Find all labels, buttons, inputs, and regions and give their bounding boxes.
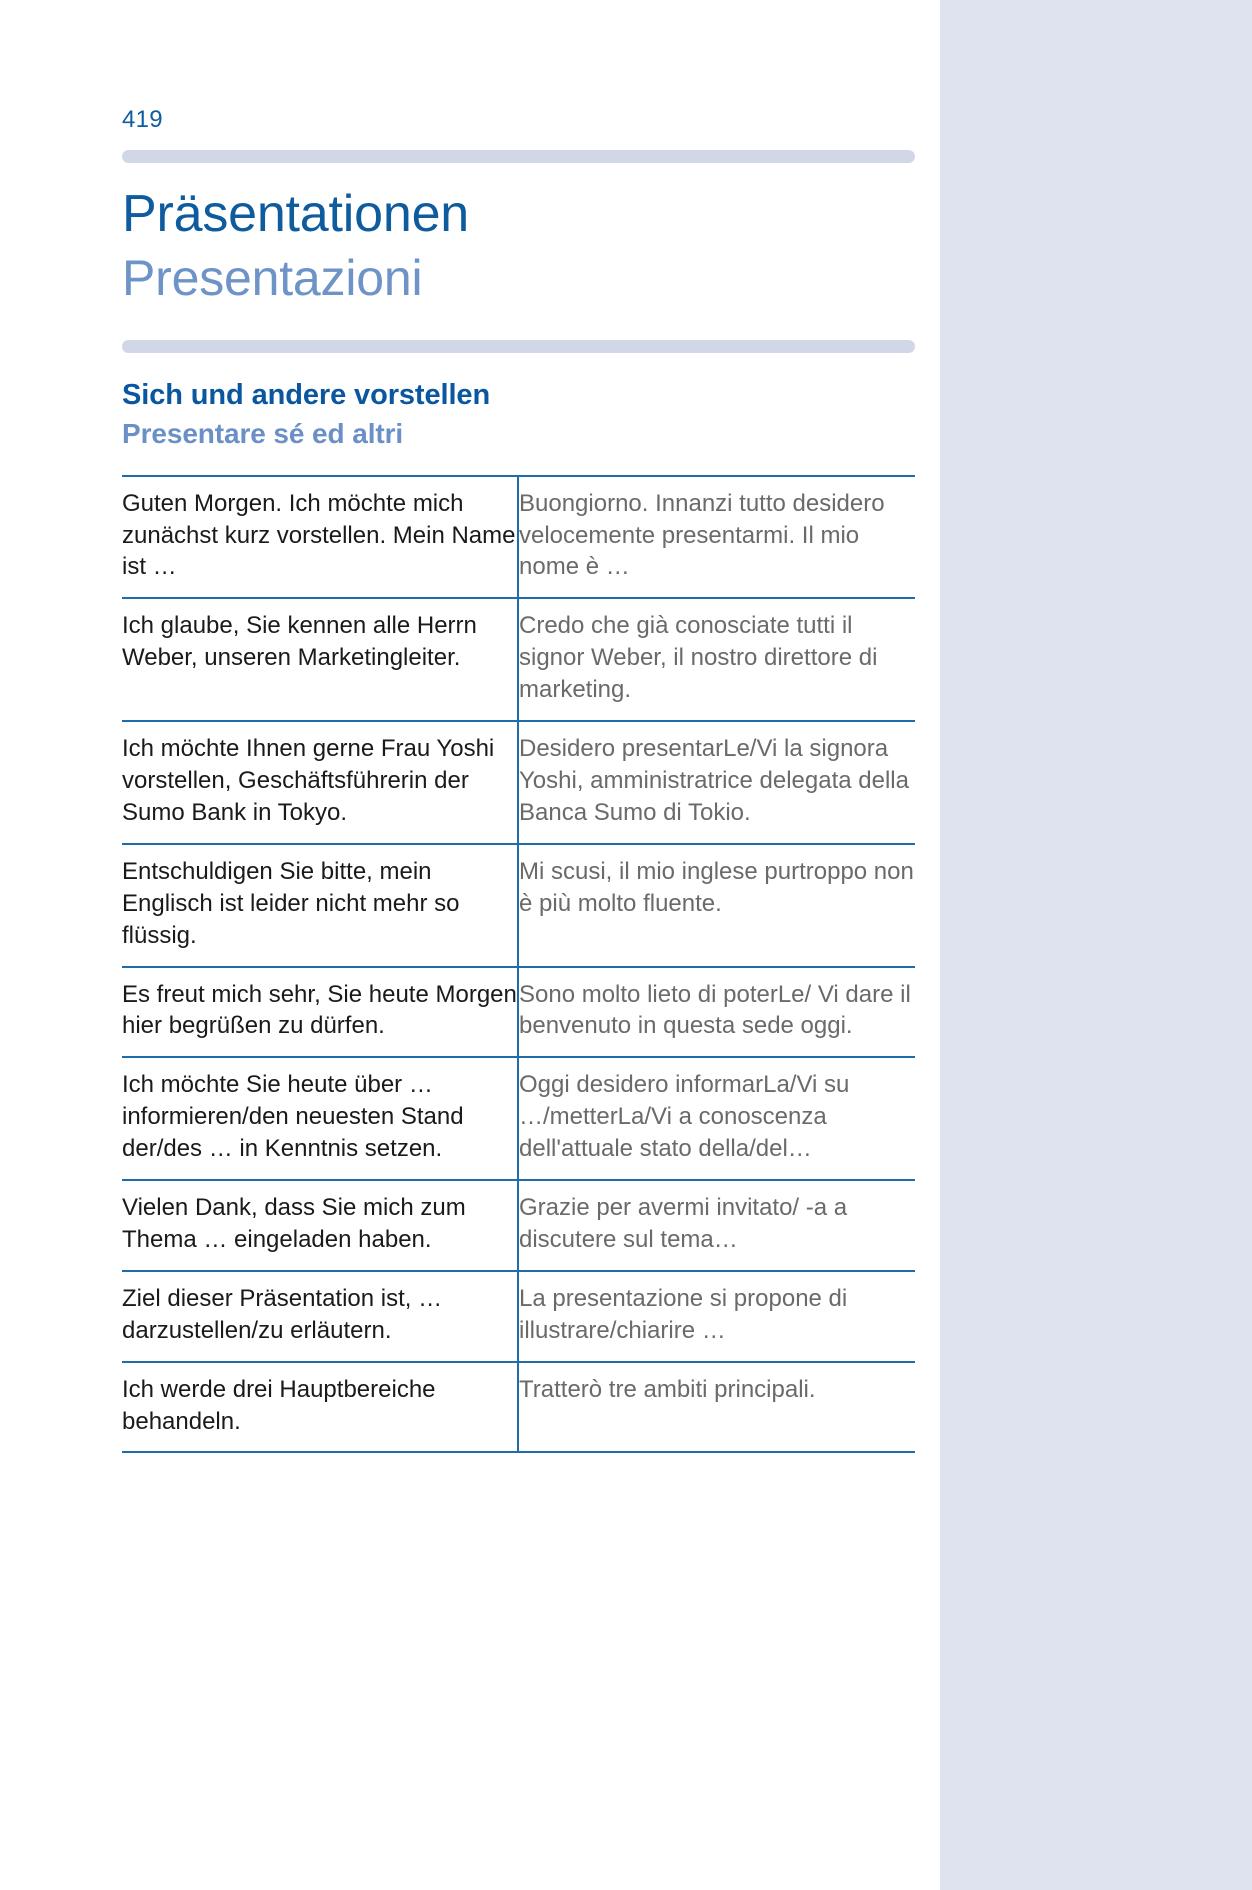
phrase-german: Guten Morgen. Ich möchte mich zunächst kurz vorstellen. Mein Name ist …	[122, 476, 518, 599]
phrase-table-body	[122, 476, 915, 1453]
table-row	[122, 1362, 915, 1453]
table-row	[122, 967, 915, 1058]
section-heading-italian: Presentare sé ed altri	[122, 418, 404, 450]
phrase-italian: Desidero presentarLe/Vi la signora Yoshi, amministratrice delegata della Banca Sumo di Tokio.	[518, 721, 915, 844]
phrase-italian: Buongiorno. Innanzi tutto desidero velocemente presentarmi. Il mio nome è …	[518, 476, 915, 599]
table-row	[122, 844, 915, 967]
table-row	[122, 476, 915, 599]
page-number: 419	[122, 106, 163, 133]
phrase-italian: Mi scusi, il mio inglese purtroppo non è più molto fluente.	[518, 844, 915, 967]
phrase-italian: La presentazione si propone di illustrare/chiarire …	[518, 1271, 915, 1362]
phrase-italian: Credo che già conosciate tutti il signor Weber, il nostro direttore di marketing.	[518, 598, 915, 721]
page-content	[122, 0, 915, 1453]
phrase-german: Ziel dieser Präsentation ist, … darzustellen/zu erläutern.	[122, 1271, 518, 1362]
phrase-italian: Grazie per avermi invitato/ -a a discutere sul tema…	[518, 1180, 915, 1271]
table-row	[122, 1271, 915, 1362]
page-title-italian: Presentazioni	[122, 249, 423, 306]
table-row	[122, 598, 915, 721]
phrase-german: Es freut mich sehr, Sie heute Morgen hier begrüßen zu dürfen.	[122, 967, 518, 1058]
page-title-german: Präsentationen	[122, 185, 470, 243]
phrase-german: Ich möchte Sie heute über … informieren/den neuesten Stand der/des … in Kenntnis setzen.	[122, 1057, 518, 1180]
page-edge-band	[940, 0, 1252, 1890]
top-divider-bar	[122, 150, 915, 163]
table-row	[122, 1180, 915, 1271]
phrase-italian: Sono molto lieto di poterLe/ Vi dare il benvenuto in questa sede oggi.	[518, 967, 915, 1058]
phrase-german: Ich glaube, Sie kennen alle Herrn Weber, unseren Marketingleiter.	[122, 598, 518, 721]
phrase-german: Ich werde drei Hauptbereiche behandeln.	[122, 1362, 518, 1453]
table-row	[122, 721, 915, 844]
phrase-german: Ich möchte Ihnen gerne Frau Yoshi vorstellen, Geschäftsführerin der Sumo Bank in Tokyo.	[122, 721, 518, 844]
section-divider-bar	[122, 340, 915, 353]
phrase-german: Vielen Dank, dass Sie mich zum Thema … eingeladen haben.	[122, 1180, 518, 1271]
section-heading-german: Sich und andere vorstellen	[122, 379, 491, 412]
phrase-german: Entschuldigen Sie bitte, mein Englisch ist leider nicht mehr so flüssig.	[122, 844, 518, 967]
table-row	[122, 1057, 915, 1180]
phrase-italian: Tratterò tre ambiti principali.	[518, 1362, 915, 1453]
phrase-table	[122, 475, 915, 1454]
phrase-italian: Oggi desidero informarLa/Vi su …/metterLa/Vi a conoscenza dell'attuale stato della/del…	[518, 1057, 915, 1180]
